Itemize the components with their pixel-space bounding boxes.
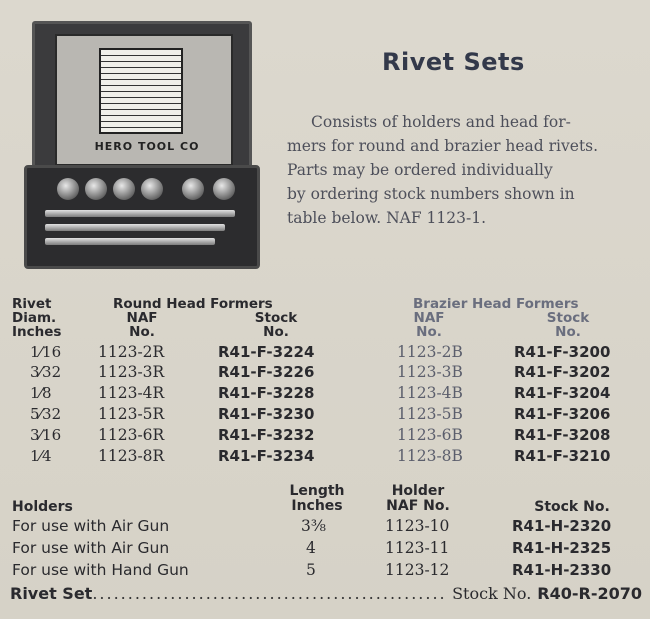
case-tray — [24, 165, 260, 269]
brazier-naf-header: NAF No. — [413, 310, 445, 340]
table-row-brazier-naf: 1123-4B — [397, 384, 463, 402]
holder-row-use: For use with Air Gun — [12, 517, 170, 535]
holder-row-stock: R41-H-2325 — [512, 539, 612, 557]
table-row-diam: 3⁄32 — [30, 363, 62, 381]
table-row-brazier-naf: 1123-3B — [397, 363, 463, 381]
description: Consists of holders and head for- mers for round and brazier head rivets. Parts may be ordered individually by ordering stock numbers shown in table below. NAF 1123-1. — [287, 113, 599, 227]
rivet-set-photo — [20, 15, 258, 267]
holder-row-stock: R41-H-2320 — [512, 517, 612, 535]
diam-header: Rivet Diam. Inches — [12, 296, 62, 340]
holder-row-length: 3⅜ — [301, 517, 326, 535]
table-row-brazier-naf: 1123-8B — [397, 447, 463, 465]
holder-row-naf: 1123-10 — [385, 517, 450, 535]
holder-row-length: 4 — [306, 539, 316, 557]
table-row-brazier-stock: R41-F-3208 — [514, 426, 611, 444]
table-row-round-naf: 1123-2R — [98, 343, 165, 361]
holder-row-stock: R41-H-2330 — [512, 561, 612, 579]
holder-row-naf: 1123-11 — [385, 539, 450, 557]
round-head-group-header: Round Head Formers — [113, 296, 273, 312]
table-row-brazier-naf: 1123-2B — [397, 343, 463, 361]
rivet-set-stock-label: Stock No. — [452, 584, 532, 603]
round-stock-header: Stock No. — [254, 310, 298, 340]
table-row-brazier-stock: R41-F-3200 — [514, 343, 611, 361]
table-row-diam: 5⁄32 — [30, 405, 62, 423]
rivet-set-label: Rivet Set — [10, 584, 93, 603]
case-lid — [32, 21, 252, 177]
table-row-brazier-stock: R41-F-3206 — [514, 405, 611, 423]
table-row-diam: 1⁄4 — [30, 447, 52, 465]
table-row-round-stock: R41-F-3228 — [218, 384, 315, 402]
table-row-round-naf: 1123-8R — [98, 447, 165, 465]
table-row-round-stock: R41-F-3226 — [218, 363, 315, 381]
table-row-brazier-naf: 1123-6B — [397, 426, 463, 444]
table-row-round-stock: R41-F-3234 — [218, 447, 315, 465]
table-row-round-stock: R41-F-3230 — [218, 405, 315, 423]
rivet-set-line — [10, 584, 642, 603]
lid-instruction-label — [99, 48, 183, 134]
brazier-head-group-header: Brazier Head Formers — [413, 296, 579, 312]
table-row-round-naf: 1123-5R — [98, 405, 165, 423]
table-row-round-naf: 1123-4R — [98, 384, 165, 402]
rivet-set-stock-value: R40-R-2070 — [537, 584, 642, 603]
holders-header: Holders — [12, 499, 73, 515]
table-row-round-naf: 1123-6R — [98, 426, 165, 444]
brazier-stock-header: Stock No. — [546, 310, 590, 340]
table-row-brazier-naf: 1123-5B — [397, 405, 463, 423]
table-row-diam: 3⁄16 — [30, 426, 62, 444]
round-naf-header: NAF No. — [126, 310, 158, 340]
holder-row-use: For use with Hand Gun — [12, 561, 189, 579]
length-header: Length Inches — [289, 483, 345, 514]
table-row-brazier-stock: R41-F-3204 — [514, 384, 611, 402]
table-row-diam: 1⁄16 — [30, 343, 62, 361]
table-row-round-stock: R41-F-3232 — [218, 426, 315, 444]
table-row-brazier-stock: R41-F-3202 — [514, 363, 611, 381]
case-brand-label: HERO TOOL CO — [94, 140, 200, 153]
table-row-diam: 1⁄8 — [30, 384, 52, 402]
page-title: Rivet Sets — [382, 48, 525, 76]
holder-naf-header: Holder NAF No. — [386, 483, 450, 514]
holder-row-naf: 1123-12 — [385, 561, 450, 579]
table-row-brazier-stock: R41-F-3210 — [514, 447, 611, 465]
holder-stock-header: Stock No. — [534, 499, 610, 515]
leader-dots: .................................................. — [92, 584, 447, 603]
holder-row-length: 5 — [306, 561, 316, 579]
table-row-round-stock: R41-F-3224 — [218, 343, 315, 361]
holder-row-use: For use with Air Gun — [12, 539, 170, 557]
table-row-round-naf: 1123-3R — [98, 363, 165, 381]
